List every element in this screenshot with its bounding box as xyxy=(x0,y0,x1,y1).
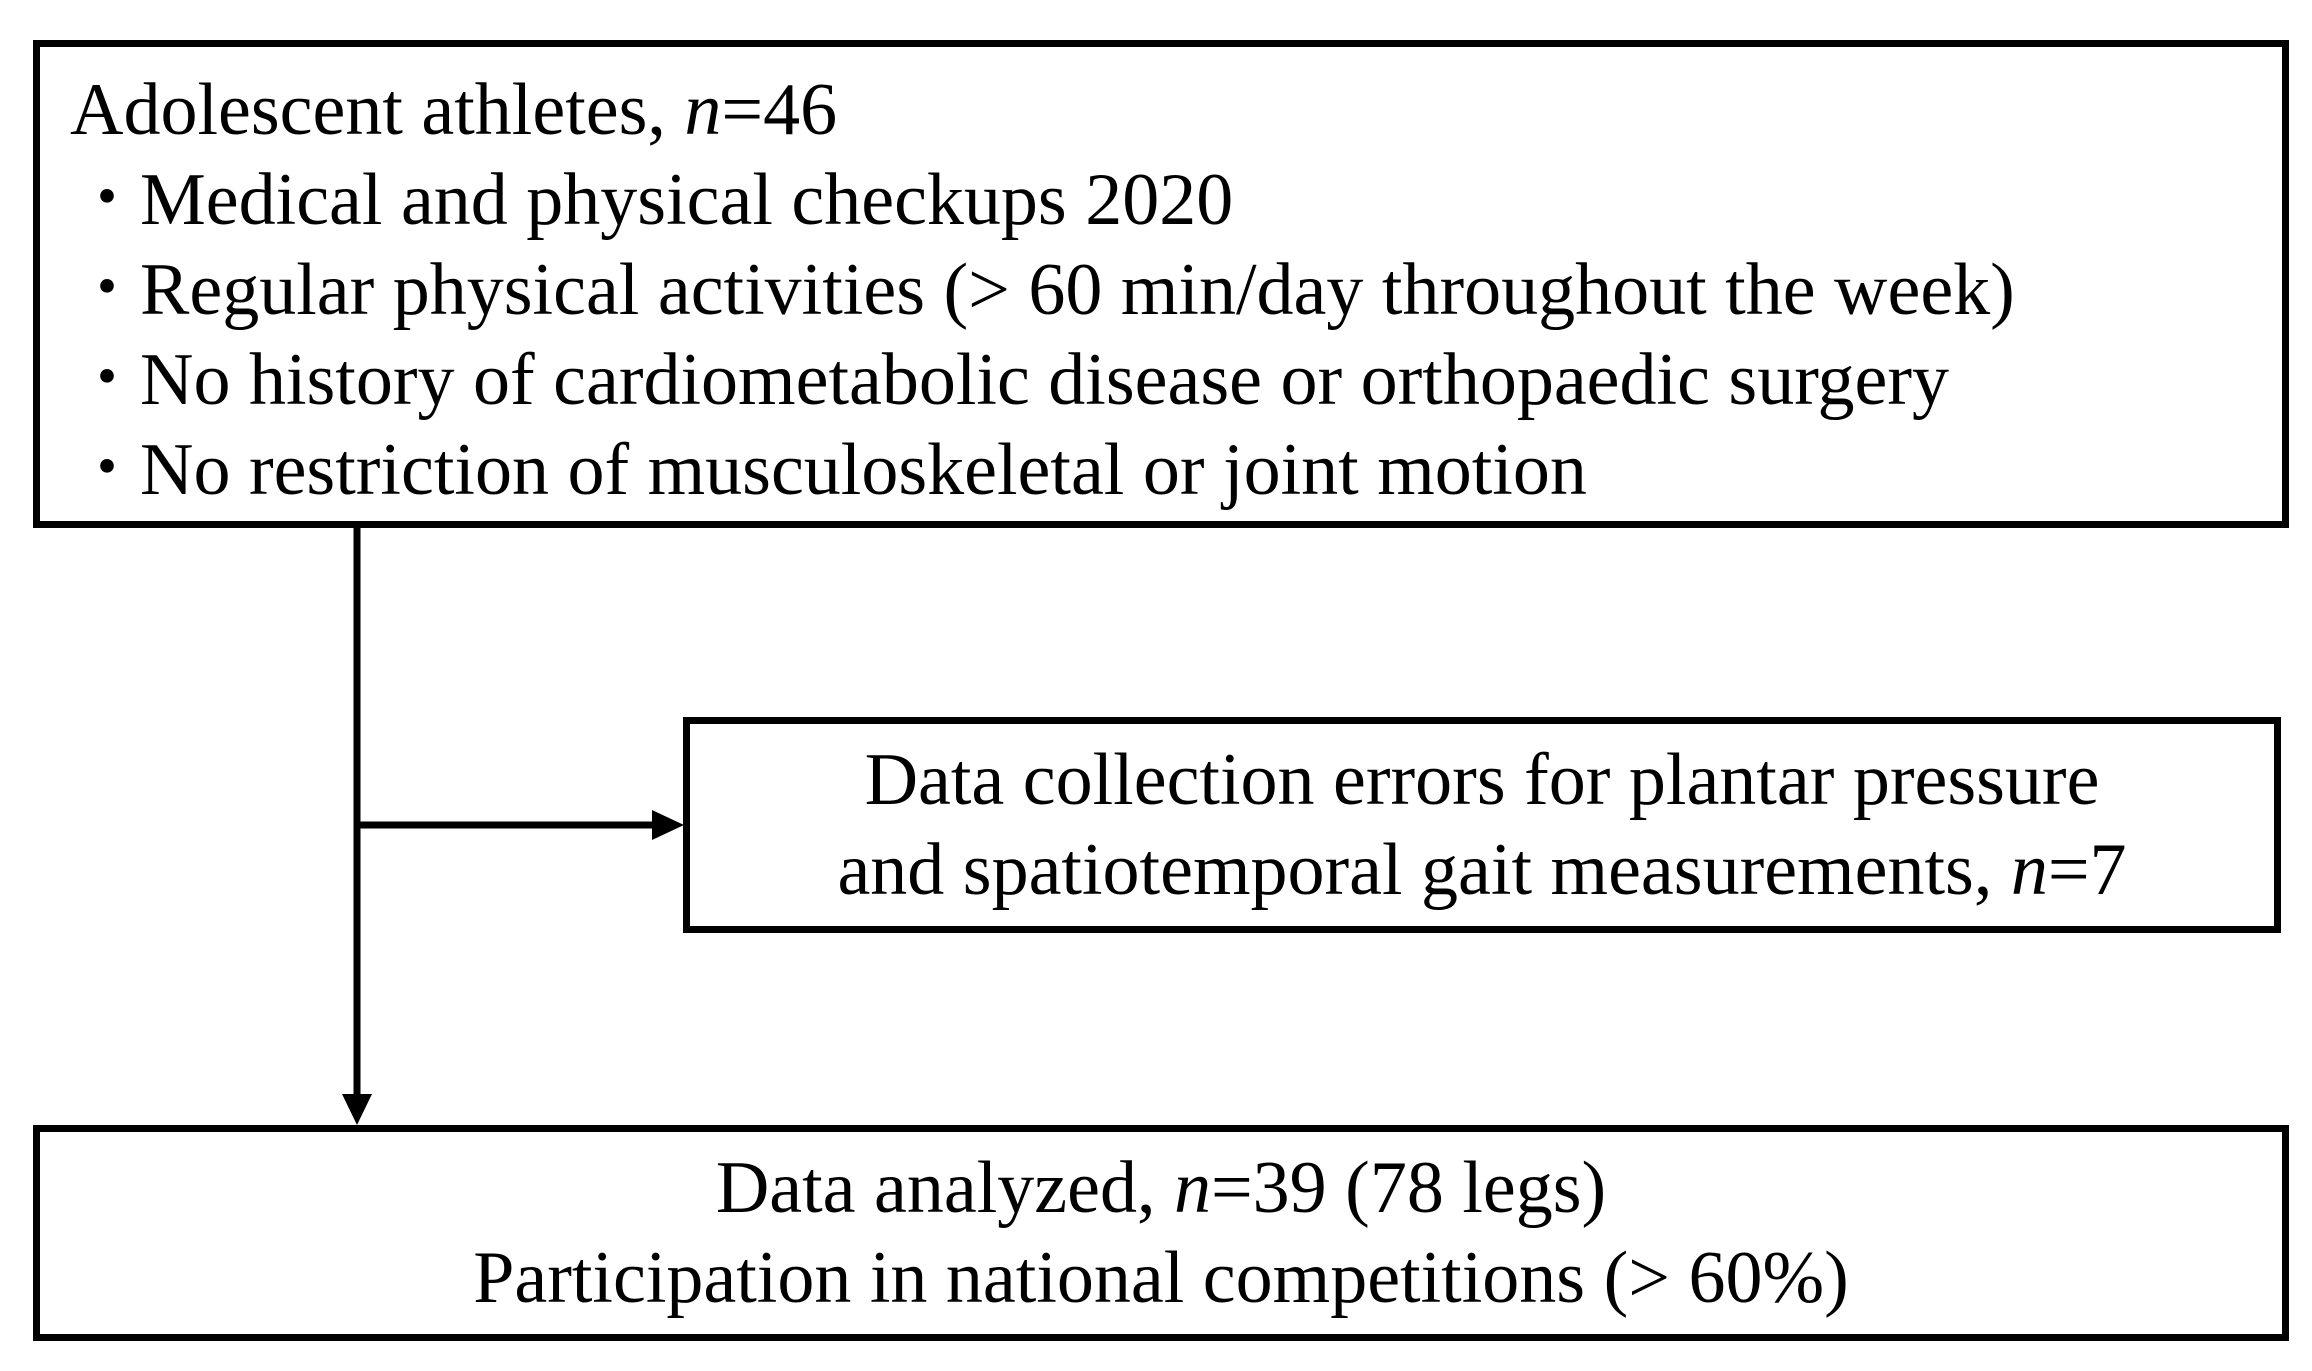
criteria-item xyxy=(70,335,2282,425)
criteria-item xyxy=(70,245,2282,335)
bullet-symbol: ・ xyxy=(70,429,144,511)
criteria-item xyxy=(70,425,2282,515)
criteria-item xyxy=(70,155,2282,245)
right-arrowhead xyxy=(652,810,684,840)
exclusion-line-2: and spatiotemporal gait measurements, n=7 xyxy=(837,829,2127,911)
exclusion-line-1: Data collection errors for plantar pressure xyxy=(864,739,2100,821)
inclusion-criteria-box xyxy=(33,40,2289,528)
criteria-item-text: Regular physical activities (> 60 min/day throughout the week) xyxy=(140,249,2015,331)
analyzed-line-2: Participation in national competitions (> 60%) xyxy=(473,1237,1849,1319)
bullet-symbol: ・ xyxy=(70,339,144,421)
criteria-item-text: No restriction of musculoskeletal or joint motion xyxy=(140,429,1587,511)
criteria-item-text: Medical and physical checkups 2020 xyxy=(140,159,1234,241)
criteria-item-text: No history of cardiometabolic disease or orthopaedic surgery xyxy=(140,339,1950,421)
analyzed-line-1: Data analyzed, n=39 (78 legs) xyxy=(715,1147,1607,1229)
exclusion-box xyxy=(683,717,2281,933)
top-box-title: Adolescent athletes, n=46 xyxy=(70,69,838,151)
analyzed-box xyxy=(33,1125,2289,1341)
bullet-symbol: ・ xyxy=(70,159,144,241)
down-arrowhead xyxy=(342,1094,372,1125)
bullet-symbol: ・ xyxy=(70,249,144,331)
